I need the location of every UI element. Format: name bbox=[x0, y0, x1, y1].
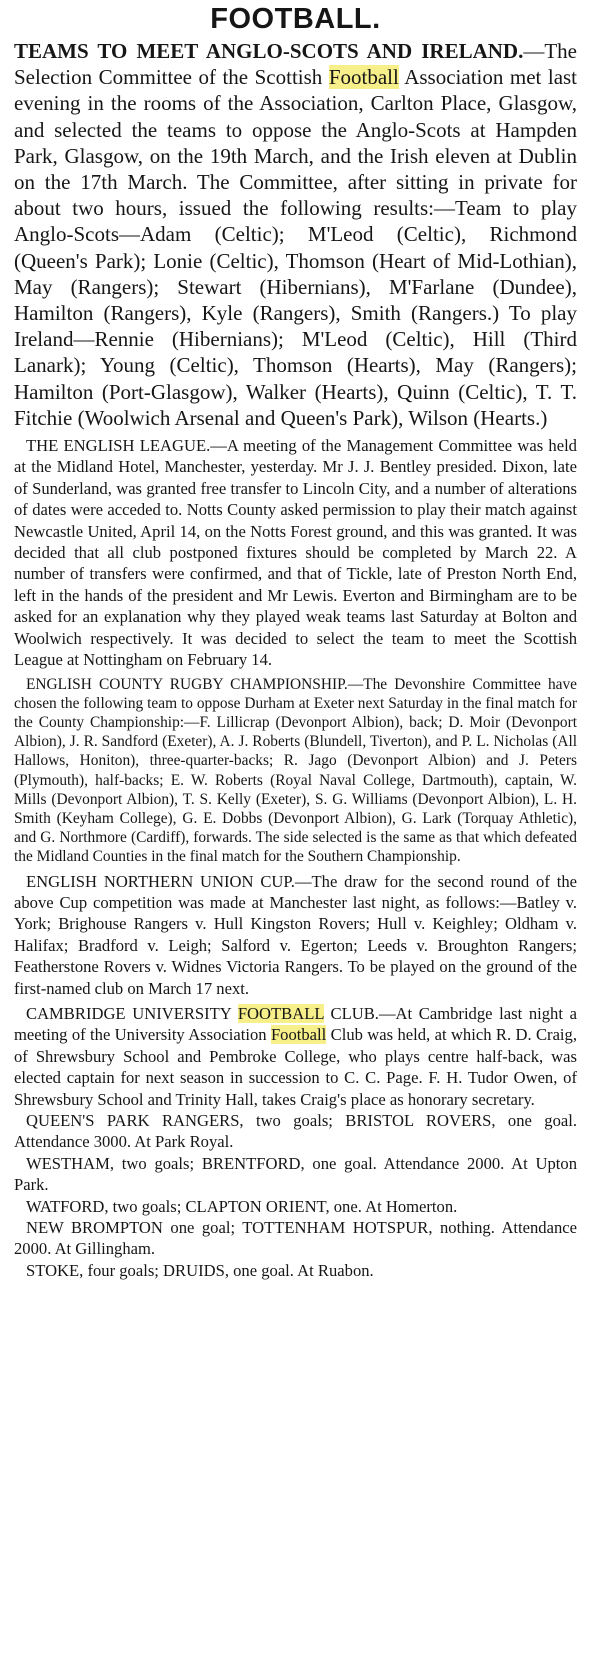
p5-pre: —At Cambridge last night a meeting of the University Association bbox=[14, 1003, 577, 1045]
article-northern-union-cup bbox=[14, 871, 577, 999]
heading-teams: TEAMS TO MEET ANGLO-SCOTS AND IRELAND. bbox=[14, 39, 524, 63]
article-anglo-scots-ireland bbox=[14, 38, 577, 431]
highlight-football-2: Football bbox=[270, 1025, 327, 1045]
result-newbrompton-tottenham: NEW BROMPTON one goal; TOTTENHAM HOTSPUR, nothing. Attendance 2000. At Gillingham. bbox=[14, 1218, 577, 1259]
article-county-rugby bbox=[14, 675, 577, 867]
highlight-football-caps: FOOTBALL bbox=[237, 1003, 324, 1023]
heading-cambridge-a: CAMBRIDGE UNIVERSITY bbox=[26, 1003, 232, 1023]
p1-body: Association met last evening in the rooms of the Association, Carlton Place, Glasgow, and selected the teams to oppose the Anglo-Scots at Hampden Park, Glasgow, on the 19th March, and the Irish eleven at Dublin on the 17th March. The Committee, after sitting in private for about two hours, issued the following results:—Team to play Anglo-Scots—Adam (Celtic); M'Leod (Celtic), Richmond (Queen's Park); Lonie (Celtic), Thomson (Heart of Mid-Lothian), May (Rangers); Stewart (Hibernians), M'Farlane (Dundee), Hamilton (Rangers), Kyle (Rangers), Smith (Rangers.) To play Ireland—Rennie (Hibernians); M'Leod (Celtic), Hill (Third Lanark); Young (Celtic), Thomson (Hearts), May (Rangers); Hamilton (Port-Glasgow), Walker (Hearts), Quinn (Celtic), T. T. Fitchie (Woolwich Arsenal and Queen's Park), Wilson (Hearts.) bbox=[14, 65, 578, 430]
result-qpr-bristol: QUEEN'S PARK RANGERS, two goals; BRISTOL ROVERS, one goal. Attendance 3000. At Park Royal. bbox=[14, 1111, 577, 1152]
page-title: FOOTBALL. bbox=[210, 3, 381, 35]
heading-english-league: THE ENGLISH LEAGUE. bbox=[26, 436, 211, 456]
p1-pre: —The Selection Committee of the Scottish bbox=[14, 39, 577, 90]
article-english-league bbox=[14, 435, 577, 670]
highlight-football: Football bbox=[328, 65, 399, 90]
p3-body: —The Devonshire Committee have chosen the following team to oppose Durham at Exeter next Saturday in the final match for the County Championship:—F. Lillicrap (Devonport Albion), back; D. Moir (Devonport Albion), J. R. Sandford (Exeter), A. J. Roberts (Blundell, Tiverton), and P. L. Nicholas (All Hallows, Honiton), three-quarter-backs; R. Jago (Devonport Albion) and J. Peters (Plymouth), half-backs; E. W. Roberts (Royal Naval College, Dartmouth), captain, W. Mills (Devonport Albion), T. S. Kelly (Exeter), S. G. Williams (Devonport Albion), L. H. Smith (Keyham College), G. E. Dobbs (Devonport Albion), G. Lark (Torquay Athletic), and G. Northmore (Cardiff), forwards. The side selected is the same as that which defeated the Midland Counties in the final match for the Southern Championship. bbox=[14, 675, 577, 866]
result-stoke-druids: STOKE, four goals; DRUIDS, one goal. At Ruabon. bbox=[26, 1260, 374, 1280]
result-watford-clapton: WATFORD, two goals; CLAPTON ORIENT, one. At Homerton. bbox=[26, 1196, 458, 1216]
p4-body: —The draw for the second round of the above Cup competition was made at Manchester last night, as follows:—Batley v. York; Brighouse Rangers v. Hull Kingston Rovers; Hull v. Keighley; Oldham v. Halifax; Bradford v. Leigh; Salford v. Egerton; Leeds v. Broughton Rangers; Featherstone Rovers v. Widnes Victoria Rangers. To be played on the ground of the first-named club on March 17 next. bbox=[14, 871, 577, 998]
p2-body: —A meeting of the Management Committee was held at the Midland Hotel, Manchester, yesterday. Mr J. J. Bentley presided. Dixon, late of Sunderland, was granted free transfer to Lincoln City, and a number of alterations of dates were acceded to. Notts County asked permission to play their match against Newcastle United, April 14, on the Notts Forest ground, and this was granted. It was decided that all club postponed fixtures should be completed by March 22. A number of transfers were confirmed, and that of Tickle, late of Preston North End, left in the hands of the president and Mr Lewis. Everton and Birmingham are to be asked for an explanation why they played weak teams last Saturday at Bolton and Woolwich respectively. It was decided to select the team to meet the Scottish League at Nottingham on February 14. bbox=[14, 436, 577, 670]
result-westham-brentford: WESTHAM, two goals; BRENTFORD, one goal. Attendance 2000. At Upton Park. bbox=[14, 1153, 577, 1195]
heading-northern-union: ENGLISH NORTHERN UNION CUP. bbox=[26, 871, 295, 891]
heading-cambridge-b: CLUB. bbox=[330, 1003, 379, 1023]
p5-body: Club was held, at which R. D. Craig, of Shrewsbury School and Pembroke College, who plays centre half-back, was elected captain for next season in succession to C. C. Page. F. H. Tudor Owen, of Shrewsbury School and Trinity Hall, takes Craig's place as honorary secretary. bbox=[14, 1025, 577, 1109]
article-cambridge-university bbox=[14, 1003, 577, 1110]
heading-county-rugby: ENGLISH COUNTY RUGBY CHAMPIONSHIP. bbox=[26, 675, 348, 693]
